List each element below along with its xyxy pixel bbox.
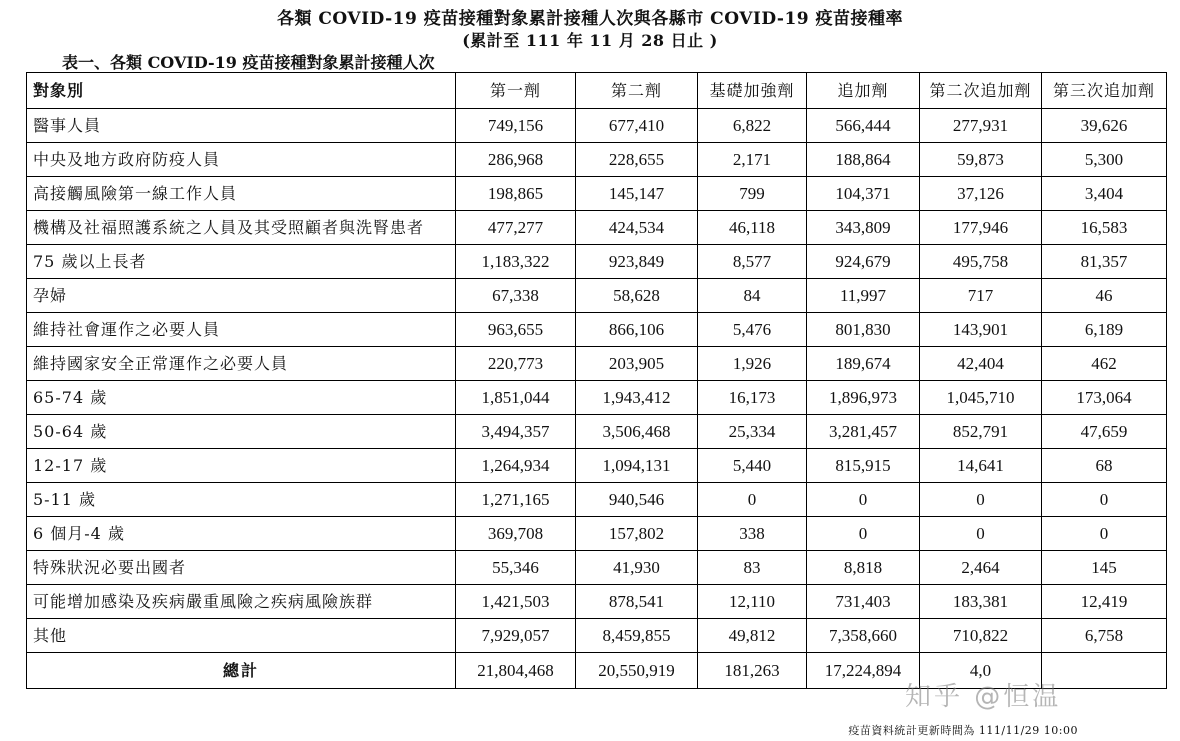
row-group-label: 其他: [27, 619, 456, 653]
row-base-booster: 25,334: [698, 415, 807, 449]
row-dose2: 41,930: [576, 551, 698, 585]
row-dose1: 67,338: [456, 279, 576, 313]
table-row: [27, 415, 1167, 449]
row-dose2: 58,628: [576, 279, 698, 313]
column-header-group: 對象別: [27, 73, 456, 109]
row-booster: 343,809: [807, 211, 920, 245]
column-header-third-booster: 第三次追加劑: [1042, 73, 1167, 109]
document-title: 各類 COVID-19 疫苗接種對象累計接種人次與各縣市 COVID-19 疫苗接種率: [276, 9, 904, 29]
table-row: [27, 143, 1167, 177]
row-base-booster: 46,118: [698, 211, 807, 245]
row-group-label: 75 歲以上長者: [27, 245, 456, 279]
row-group-label: 65-74 歲: [27, 381, 456, 415]
row-third-booster: 16,583: [1042, 211, 1167, 245]
total-third-booster: [1042, 653, 1167, 689]
row-group-label: 可能增加感染及疾病嚴重風險之疾病風險族群: [27, 585, 456, 619]
row-booster: 11,997: [807, 279, 920, 313]
row-dose2: 1,094,131: [576, 449, 698, 483]
row-group-label: 中央及地方政府防疫人員: [27, 143, 456, 177]
table-header-row: [27, 73, 1167, 109]
column-header-base-booster: 基礎加強劑: [698, 73, 807, 109]
row-third-booster: 39,626: [1042, 109, 1167, 143]
row-base-booster: 84: [698, 279, 807, 313]
row-dose2: 940,546: [576, 483, 698, 517]
row-base-booster: 16,173: [698, 381, 807, 415]
row-dose1: 55,346: [456, 551, 576, 585]
row-group-label: 孕婦: [27, 279, 456, 313]
table-row: [27, 109, 1167, 143]
row-booster: 815,915: [807, 449, 920, 483]
row-dose2: 1,943,412: [576, 381, 698, 415]
row-third-booster: 0: [1042, 517, 1167, 551]
row-booster: 189,674: [807, 347, 920, 381]
table-row: [27, 279, 1167, 313]
row-second-booster: 59,873: [920, 143, 1042, 177]
row-dose1: 369,708: [456, 517, 576, 551]
watermark: 知乎 @恒温: [905, 682, 1062, 712]
table-body: [27, 109, 1167, 689]
row-base-booster: 799: [698, 177, 807, 211]
row-booster: 0: [807, 517, 920, 551]
row-dose2: 878,541: [576, 585, 698, 619]
row-second-booster: 37,126: [920, 177, 1042, 211]
row-dose1: 1,421,503: [456, 585, 576, 619]
row-dose2: 8,459,855: [576, 619, 698, 653]
row-base-booster: 1,926: [698, 347, 807, 381]
table-row: [27, 449, 1167, 483]
table-row: [27, 585, 1167, 619]
row-second-booster: 0: [920, 483, 1042, 517]
row-dose2: 145,147: [576, 177, 698, 211]
row-booster: 0: [807, 483, 920, 517]
table-row: [27, 619, 1167, 653]
row-dose1: 1,271,165: [456, 483, 576, 517]
row-dose2: 203,905: [576, 347, 698, 381]
row-third-booster: 6,758: [1042, 619, 1167, 653]
table-caption: 表一、各類 COVID-19 疫苗接種對象累計接種人次: [62, 53, 435, 72]
column-header-dose2: 第二劑: [576, 73, 698, 109]
table-row: [27, 381, 1167, 415]
row-booster: 1,896,973: [807, 381, 920, 415]
table-total-row: [27, 653, 1167, 689]
row-third-booster: 145: [1042, 551, 1167, 585]
row-group-label: 高接觸風險第一線工作人員: [27, 177, 456, 211]
update-timestamp-note: 疫苗資料統計更新時間為 111/11/29 10:00: [848, 724, 1078, 737]
row-dose1: 963,655: [456, 313, 576, 347]
row-third-booster: 462: [1042, 347, 1167, 381]
row-dose1: 477,277: [456, 211, 576, 245]
total-base-booster: 181,263: [698, 653, 807, 689]
row-booster: 104,371: [807, 177, 920, 211]
row-group-label: 醫事人員: [27, 109, 456, 143]
row-third-booster: 68: [1042, 449, 1167, 483]
row-group-label: 6 個月-4 歲: [27, 517, 456, 551]
row-dose2: 866,106: [576, 313, 698, 347]
row-dose1: 1,264,934: [456, 449, 576, 483]
row-base-booster: 5,440: [698, 449, 807, 483]
row-booster: 188,864: [807, 143, 920, 177]
table-row: [27, 245, 1167, 279]
row-group-label: 機構及社福照護系統之人員及其受照顧者與洗腎患者: [27, 211, 456, 245]
row-third-booster: 12,419: [1042, 585, 1167, 619]
table-row: [27, 483, 1167, 517]
total-booster: 17,224,894: [807, 653, 920, 689]
table-row: [27, 211, 1167, 245]
row-booster: 731,403: [807, 585, 920, 619]
row-dose1: 220,773: [456, 347, 576, 381]
row-base-booster: 6,822: [698, 109, 807, 143]
row-booster: 3,281,457: [807, 415, 920, 449]
row-group-label: 維持國家安全正常運作之必要人員: [27, 347, 456, 381]
column-header-dose1: 第一劑: [456, 73, 576, 109]
row-second-booster: 495,758: [920, 245, 1042, 279]
row-dose2: 677,410: [576, 109, 698, 143]
row-group-label: 50-64 歲: [27, 415, 456, 449]
row-second-booster: 177,946: [920, 211, 1042, 245]
row-second-booster: 0: [920, 517, 1042, 551]
row-group-label: 12-17 歲: [27, 449, 456, 483]
row-base-booster: 5,476: [698, 313, 807, 347]
row-second-booster: 852,791: [920, 415, 1042, 449]
row-booster: 7,358,660: [807, 619, 920, 653]
row-second-booster: 710,822: [920, 619, 1042, 653]
row-base-booster: 338: [698, 517, 807, 551]
row-group-label: 5-11 歲: [27, 483, 456, 517]
row-group-label: 維持社會運作之必要人員: [27, 313, 456, 347]
row-dose1: 198,865: [456, 177, 576, 211]
row-dose1: 749,156: [456, 109, 576, 143]
row-dose1: 7,929,057: [456, 619, 576, 653]
row-second-booster: 183,381: [920, 585, 1042, 619]
row-second-booster: 2,464: [920, 551, 1042, 585]
row-booster: 8,818: [807, 551, 920, 585]
row-base-booster: 8,577: [698, 245, 807, 279]
column-header-second-booster: 第二次追加劑: [920, 73, 1042, 109]
table-row: [27, 551, 1167, 585]
row-third-booster: 81,357: [1042, 245, 1167, 279]
row-dose2: 3,506,468: [576, 415, 698, 449]
table-row: [27, 517, 1167, 551]
row-second-booster: 143,901: [920, 313, 1042, 347]
row-third-booster: 5,300: [1042, 143, 1167, 177]
table-row: [27, 177, 1167, 211]
row-dose1: 1,183,322: [456, 245, 576, 279]
row-base-booster: 83: [698, 551, 807, 585]
row-base-booster: 2,171: [698, 143, 807, 177]
row-base-booster: 12,110: [698, 585, 807, 619]
row-booster: 566,444: [807, 109, 920, 143]
row-third-booster: 0: [1042, 483, 1167, 517]
total-dose1: 21,804,468: [456, 653, 576, 689]
row-second-booster: 277,931: [920, 109, 1042, 143]
row-dose2: 923,849: [576, 245, 698, 279]
row-dose2: 228,655: [576, 143, 698, 177]
row-second-booster: 717: [920, 279, 1042, 313]
document-subtitle-date: (累計至 111 年 11 月 28 日止 ): [462, 31, 718, 50]
total-dose2: 20,550,919: [576, 653, 698, 689]
column-header-booster: 追加劑: [807, 73, 920, 109]
row-second-booster: 14,641: [920, 449, 1042, 483]
table-row: [27, 347, 1167, 381]
row-base-booster: 0: [698, 483, 807, 517]
vaccination-table: [26, 72, 1167, 689]
row-booster: 924,679: [807, 245, 920, 279]
table-row: [27, 313, 1167, 347]
row-second-booster: 1,045,710: [920, 381, 1042, 415]
row-second-booster: 42,404: [920, 347, 1042, 381]
row-booster: 801,830: [807, 313, 920, 347]
row-dose2: 157,802: [576, 517, 698, 551]
row-third-booster: 173,064: [1042, 381, 1167, 415]
row-third-booster: 6,189: [1042, 313, 1167, 347]
row-dose2: 424,534: [576, 211, 698, 245]
total-label: 總計: [27, 653, 456, 689]
row-group-label: 特殊狀況必要出國者: [27, 551, 456, 585]
row-third-booster: 47,659: [1042, 415, 1167, 449]
row-dose1: 286,968: [456, 143, 576, 177]
row-dose1: 1,851,044: [456, 381, 576, 415]
row-dose1: 3,494,357: [456, 415, 576, 449]
total-second-booster: 4,0: [920, 653, 1042, 689]
row-base-booster: 49,812: [698, 619, 807, 653]
row-third-booster: 3,404: [1042, 177, 1167, 211]
row-third-booster: 46: [1042, 279, 1167, 313]
